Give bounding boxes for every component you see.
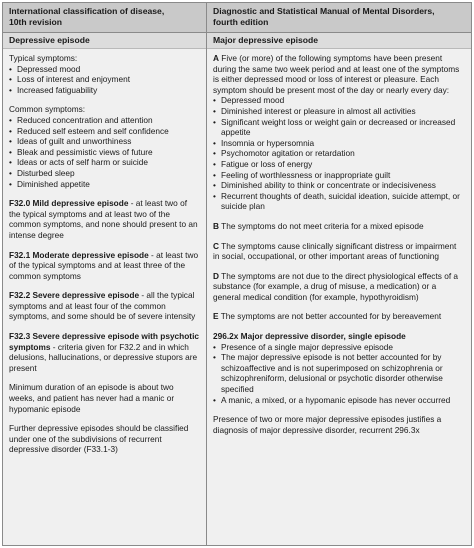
criterion-a-text: Five (or more) of the following symptoms have been present during the same two week period and at least one of the symptoms is either depressed mood or loss of interest or pleasure. Each symptom should be present most of the day or nearly every day: [213, 53, 460, 95]
list-item: • Increased fatiguability [9, 85, 200, 96]
list-item: • Recurrent thoughts of death, suicidal ideation, suicide attempt, or suicide plan [213, 191, 465, 212]
dsm4-subheader: Major depressive episode [207, 33, 471, 49]
mild-text: - at least two of the typical symptoms and at least two of the common symptoms, and none should present to an intense degree [9, 198, 198, 240]
list-item: • Fatigue or loss of energy [213, 159, 465, 170]
criterion-a [213, 53, 465, 95]
criterion-d-label: D [213, 270, 219, 281]
list-item: • Ideas or acts of self harm or suicide [9, 157, 200, 168]
list-item: • Diminished ability to think or concentrate or indecisiveness [213, 180, 465, 191]
icd10-header-line2: 10th revision [9, 16, 63, 27]
list-item: • Insomnia or hypersomnia [213, 138, 465, 149]
criterion-c [213, 241, 465, 262]
criterion-e-text: The symptoms are not better accounted for by bereavement [218, 311, 442, 322]
criterion-c-text: The symptoms cause clinically significant distress or impairment in social, occupational, or other important areas of functioning [213, 240, 457, 262]
dsm4-header [207, 3, 471, 33]
criterion-d-text: The symptoms are not due to the direct physiological effects of a substance (for example, a drug of misuse, a medication) or a general medical condition (for example, hypothyroidism) [213, 270, 459, 302]
criterion-b-text: The symptoms do not meet criteria for a mixed episode [219, 220, 424, 231]
icd10-subheader: Depressive episode [3, 33, 206, 49]
single-episode-title [213, 331, 465, 342]
list-item: • Disturbed sleep [9, 168, 200, 179]
list-item: • Feeling of worthlessness or inappropriate guilt [213, 170, 465, 181]
typical-title: Typical symptoms: [9, 53, 78, 63]
criterion-c-label: C [213, 240, 219, 251]
recurrent-paragraph: Presence of two or more major depressive episodes justifies a diagnosis of major depressive disorder, recurrent 296.3x [213, 414, 442, 435]
duration-paragraph: Minimum duration of an episode is about two weeks, and patient has never had a manic or hypomanic episode [9, 382, 175, 414]
moderate-text: - at least two of the typical symptoms and at least three of the common symptoms [9, 249, 199, 281]
typical-list [9, 64, 200, 96]
mild-paragraph [9, 198, 200, 240]
comparison-table [2, 2, 472, 546]
list-item: • Depressed mood [213, 95, 465, 106]
criterion-a-label: A [213, 53, 219, 63]
list-item: • Diminished interest or pleasure in almost all activities [213, 106, 465, 117]
list-item: • A manic, a mixed, or a hypomanic episode has never occurred [213, 395, 465, 406]
list-item: • Ideas of guilt and unworthiness [9, 136, 200, 147]
common-title: Common symptoms: [9, 104, 86, 115]
icd10-column [3, 3, 207, 545]
icd10-header-line1: International classification of disease, [9, 6, 165, 16]
psychotic-text: - criteria given for F32.2 and in which delusions, hallucinations, or depressive stupors are present [9, 341, 198, 373]
dsm4-header-line2: fourth edition [213, 16, 269, 27]
list-item: • Bleak and pessimistic views of future [9, 147, 200, 158]
dsm4-body [207, 49, 471, 435]
list-item: • Presence of a single major depressive episode [213, 342, 465, 353]
list-item: • The major depressive episode is not better accounted for by schizoaffective and is not superimposed on schizophrenia or schizophreniform, delusional or psychotic disorder otherwise specified [213, 352, 465, 394]
psychotic-title: F32.3 Severe depressive episode with psychotic symptoms [9, 331, 199, 352]
criterion-b [213, 221, 465, 232]
dsm4-column [207, 3, 471, 545]
list-item: • Depressed mood [9, 64, 200, 75]
criterion-b-label: B [213, 220, 219, 231]
icd10-header [3, 3, 206, 33]
criterion-e-label: E [213, 311, 219, 322]
common-list [9, 115, 200, 189]
moderate-paragraph [9, 250, 200, 282]
severe-text: - all the typical symptoms and at least four of the common symptoms, and some should be of severe intensity [9, 290, 196, 322]
list-item: • Reduced concentration and attention [9, 115, 200, 126]
list-item: • Significant weight loss or weight gain or decreased or increased appetite [213, 117, 465, 138]
criterion-d [213, 271, 465, 303]
moderate-title: F32.1 Moderate depressive episode [9, 249, 149, 260]
list-item: • Loss of interest and enjoyment [9, 74, 200, 85]
psychotic-paragraph [9, 331, 200, 373]
list-item: • Diminished appetite [9, 179, 200, 190]
severe-paragraph [9, 290, 200, 322]
single-episode-title-text: 296.2x Major depressive disorder, single episode [213, 331, 406, 342]
criterion-a-list [213, 95, 465, 212]
mild-title: F32.0 Mild depressive episode [9, 198, 129, 209]
list-item: • Reduced self esteem and self confidence [9, 126, 200, 137]
icd10-body [3, 49, 206, 455]
dsm4-header-line1: Diagnostic and Statistical Manual of Mental Disorders, [213, 6, 435, 16]
severe-title: F32.2 Severe depressive episode [9, 290, 140, 301]
criterion-e [213, 311, 465, 322]
further-paragraph: Further depressive episodes should be classified under one of the subdivisions of recurrent depressive disorder (F33.1-3) [9, 423, 189, 455]
single-episode-list [213, 342, 465, 406]
list-item: • Psychomotor agitation or retardation [213, 148, 465, 159]
